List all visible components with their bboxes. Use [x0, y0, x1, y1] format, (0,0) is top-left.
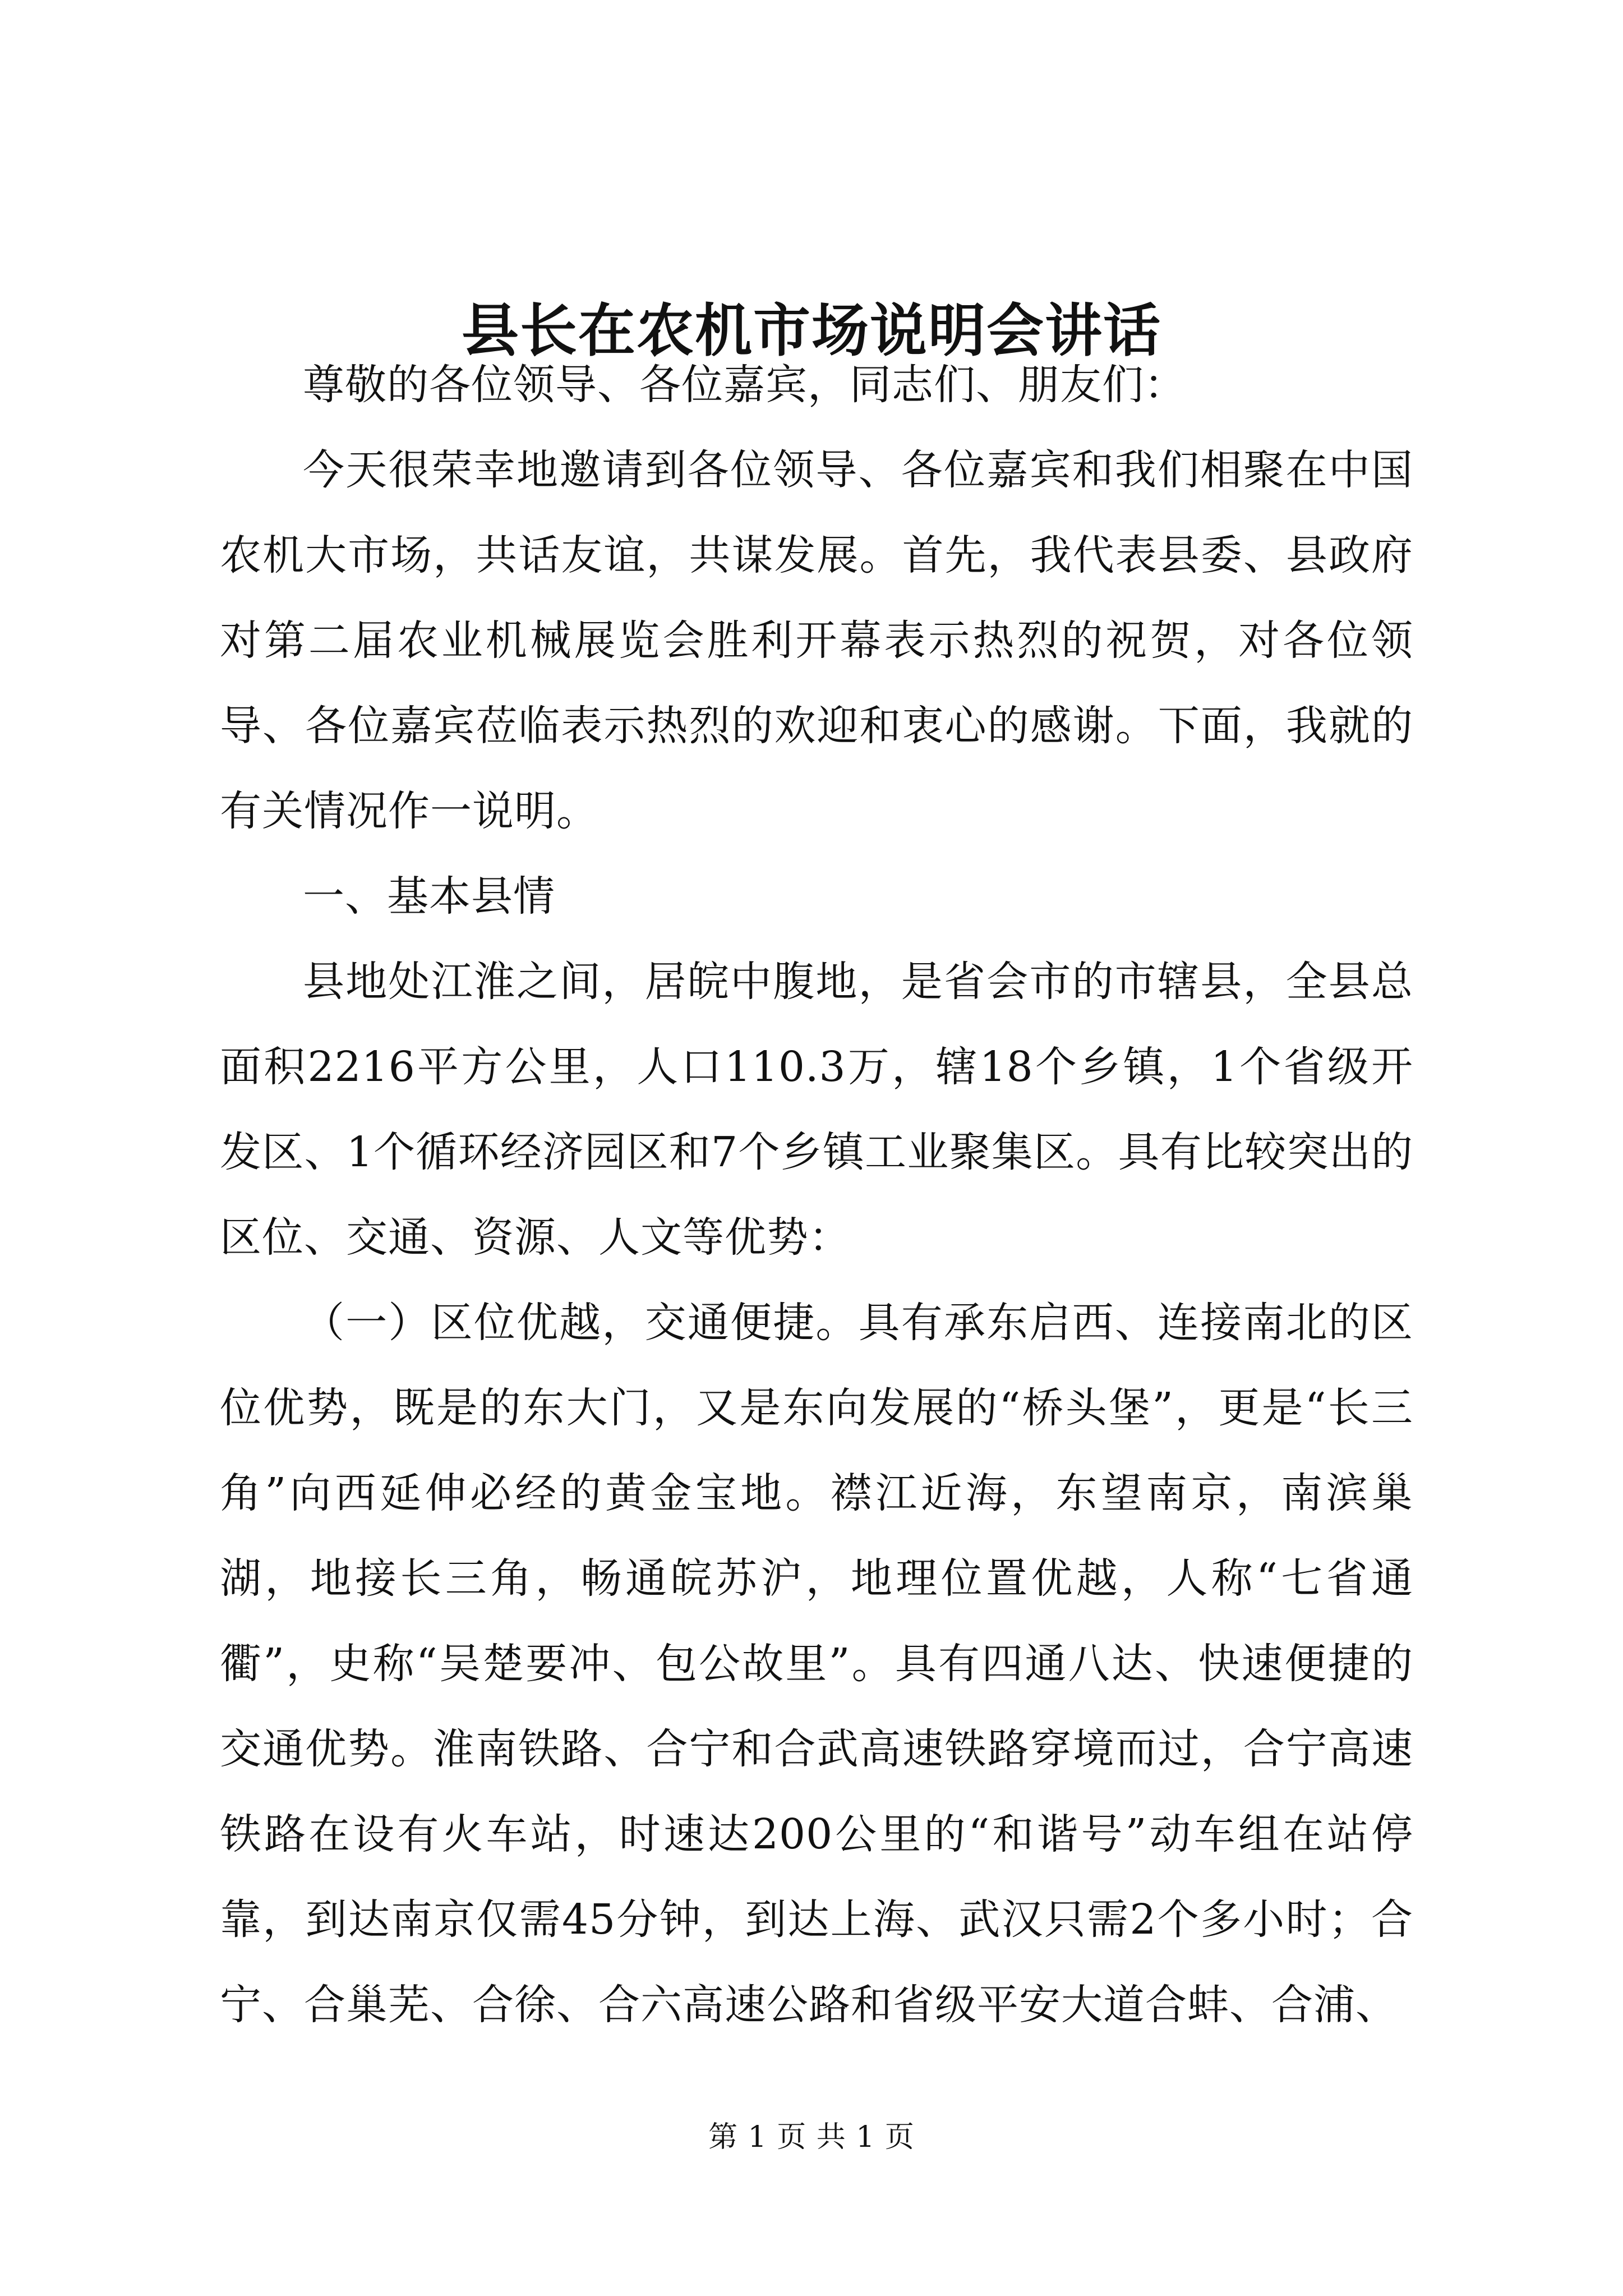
- document-body: [220, 342, 1413, 2047]
- page-footer: 第 1 页 共 1 页: [708, 2120, 915, 2154]
- opening-paragraph: 今天很荣幸地邀请到各位领导、各位嘉宾和我们相聚在中国农机大市场，共话友谊，共谋发展。首先，我代表县委、县政府对第二届农业机械展览会胜利开幕表示热烈的祝贺，对各位领导、各位嘉宾莅临表示热烈的欢迎和衷心的感谢。下面，我就的有关情况作一说明。: [220, 446, 1413, 835]
- location-paragraph: （一）区位优越，交通便捷。具有承东启西、连接南北的区位优势，既是的东大门，又是东向发展的“桥头堡”，更是“长三角”向西延伸必经的黄金宝地。襟江近海，东望南京，南滨巢湖，地接长三角，畅通皖苏沪，地理位置优越，人称“七省通衢”，史称“吴楚要冲、包公故里”。具有四通八达、快速便捷的交通优势。淮南铁路、合宁和合武高速铁路穿境而过，合宁高速铁路在设有火车站，时速达200公里的“和谐号”动车组在站停靠，到达南京仅需45分钟，到达上海、武汉只需2个多小时；合宁、合巢芜、合徐、合六高速公路和省级平安大道合蚌、合浦、: [220, 1299, 1413, 2029]
- section-heading: 一、基本县情: [303, 872, 555, 921]
- overview-paragraph: 县地处江淮之间，居皖中腹地，是省会市的市辖县，全县总面积2216平方公里，人口110.3万，辖18个乡镇，1个省级开发区、1个循环经济园区和7个乡镇工业聚集区。具有比较突出的区位、交通、资源、人文等优势：: [220, 958, 1413, 1262]
- document-title: 县长在农机市场说明会讲话: [462, 297, 1161, 365]
- salutation-paragraph: 尊敬的各位领导、各位嘉宾，同志们、朋友们：: [303, 361, 1186, 409]
